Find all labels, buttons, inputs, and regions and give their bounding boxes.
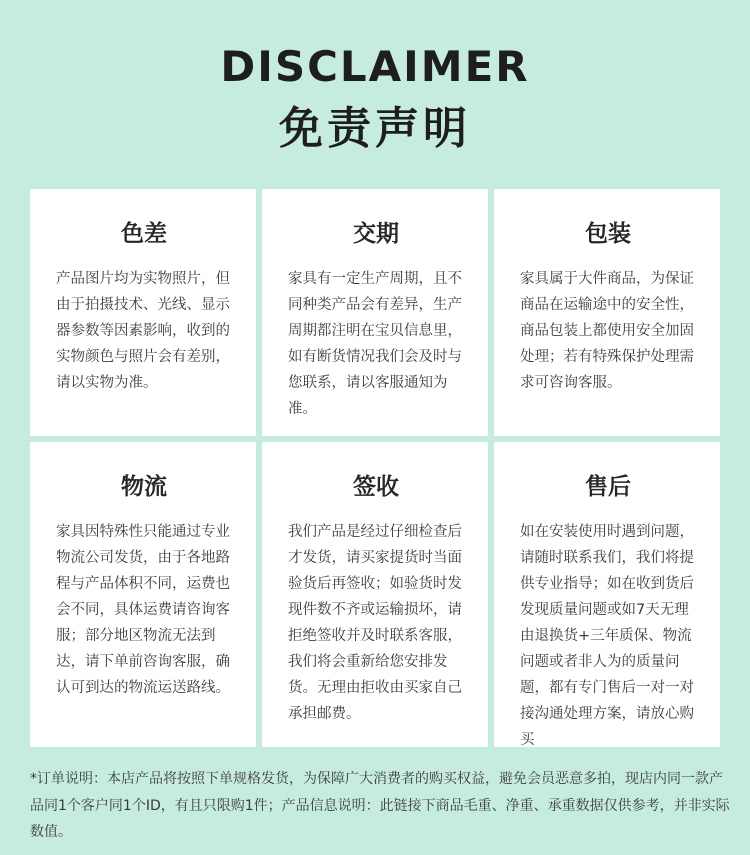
card-body: 家具因特殊性只能通过专业物流公司发货，由于各地路程与产品体积不同，运费也会不同，具体运费请咨询客服；部分地区物流无法到达，请下单前咨询客服，确认可到达的物流运送路线。 — [56, 524, 230, 696]
card-after-sales — [494, 442, 720, 747]
page-title-english: DISCLAIMER — [220, 42, 530, 91]
card-body: 如在安装使用时遇到问题，请随时联系我们，我们将提供专业指导；如在收到货后发现质量问题或如7天无理由退换货+三年质保、物流问题或者非人为的质量问题，都有专门售后一对一对接沟通处理方案，请放心购买 — [520, 524, 694, 748]
card-packaging — [494, 189, 720, 436]
card-title: 签收 — [353, 474, 399, 500]
card-color-difference — [30, 189, 256, 436]
order-note: *订单说明：本店产品将按照下单规格发货，为保障广大消费者的购买权益，避免会员恶意多拍，现店内同一款产品同1个客户同1个ID，有且只限购1件；产品信息说明：此链接下商品毛重、净重、承重数据仅供参考，并非实际数值。 — [30, 771, 730, 840]
card-body: 家具属于大件商品，为保证商品在运输途中的安全性，商品包装上都使用安全加固处理；若有特殊保护处理需求可咨询客服。 — [520, 271, 694, 391]
card-title: 售后 — [585, 474, 631, 500]
card-title: 物流 — [121, 474, 167, 500]
card-title: 色差 — [121, 221, 167, 247]
card-delivery-time — [262, 189, 488, 436]
card-title: 包装 — [585, 221, 631, 247]
page-title-chinese: 免责声明 — [279, 103, 471, 154]
disclaimer-grid — [30, 189, 720, 747]
card-body: 家具有一定生产周期，且不同种类产品会有差异，生产周期都注明在宝贝信息里，如有断货情况我们会及时与您联系，请以客服通知为准。 — [288, 271, 462, 417]
card-signing — [262, 442, 488, 747]
card-body: 产品图片均为实物照片，但由于拍摄技术、光线、显示器参数等因素影响，收到的实物颜色与照片会有差别，请以实物为准。 — [56, 271, 230, 391]
card-logistics — [30, 442, 256, 747]
card-body: 我们产品是经过仔细检查后才发货，请买家提货时当面验货后再签收；如验货时发现件数不齐或运输损坏，请拒绝签收并及时联系客服，我们将会重新给您安排发货。无理由拒收由买家自己承担邮费。 — [288, 524, 462, 722]
card-title: 交期 — [353, 221, 399, 247]
